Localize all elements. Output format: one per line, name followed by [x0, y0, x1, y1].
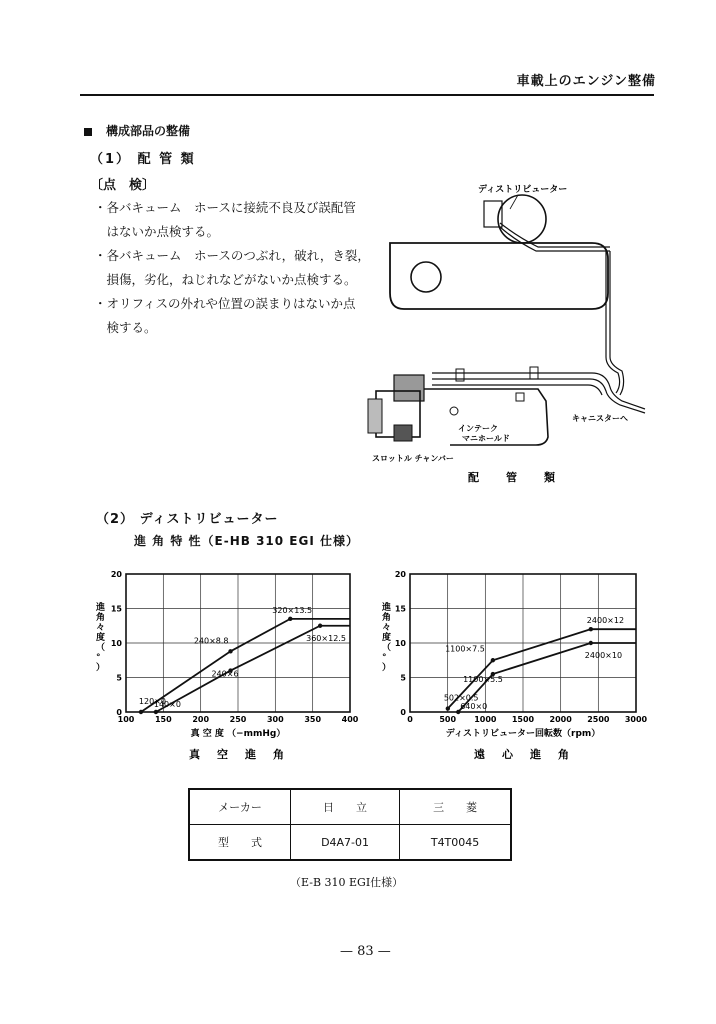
data-point	[288, 617, 292, 621]
rocker-cover	[390, 243, 608, 309]
x-tick-label: 2000	[549, 715, 572, 724]
data-label: 240×6	[211, 669, 239, 679]
spec-note: （E-B 310 EGI仕様）	[290, 876, 404, 889]
data-point	[589, 641, 593, 645]
table-row	[189, 789, 511, 825]
label-distributor: ディストリビューター	[478, 185, 568, 195]
data-point	[589, 627, 593, 631]
x-tick-label: 3000	[624, 715, 648, 724]
table-cell: 三 菱	[400, 789, 511, 825]
data-label: 1100×5.5	[463, 675, 503, 685]
inspection-line: 損傷，劣化，ねじれなどがないか点検する。	[94, 272, 357, 287]
data-label: 240×8.8	[193, 636, 229, 646]
table-row	[189, 825, 511, 861]
x-tick-label: 500	[439, 715, 457, 724]
section-title-text: 構成部品の整備	[106, 124, 191, 138]
y-tick-label: 15	[110, 604, 122, 614]
table-cell: T4T0045	[400, 825, 511, 861]
label-throttle: スロットル チャンバー	[372, 454, 454, 463]
x-tick-label: 250	[229, 715, 247, 724]
data-label: 320×13.5	[272, 605, 313, 615]
table-cell: D4A7-01	[290, 825, 399, 861]
data-label: 2400×12	[586, 616, 625, 626]
table-cell: 日 立	[290, 789, 399, 825]
x-tick-label: 100	[117, 715, 135, 724]
inspection-line: ・オリフィスの外れや位置の誤まりはないか点	[94, 296, 356, 311]
chart-title: 真 空 進 角	[189, 748, 287, 761]
x-tick-label: 350	[304, 715, 322, 724]
spec-table	[188, 788, 512, 861]
data-point	[446, 706, 450, 710]
y-axis-label-char: 々	[96, 623, 106, 633]
y-axis-label-char: °	[96, 653, 101, 663]
x-tick-label: 150	[154, 715, 172, 724]
data-label: 360×12.5	[306, 633, 346, 643]
y-tick-label: 0	[116, 708, 122, 717]
y-tick-label: 20	[394, 570, 406, 579]
data-point	[154, 710, 158, 714]
data-label: 2400×10	[584, 651, 623, 660]
advance-subheading: 進 角 特 性（E-HB 310 EGI 仕様）	[134, 534, 359, 548]
label-intake: インテーク	[458, 424, 498, 433]
data-point	[139, 710, 143, 714]
y-tick-label: 5	[400, 673, 406, 683]
y-axis-label-char: ）	[382, 663, 392, 673]
x-tick-label: 0	[407, 715, 413, 724]
y-axis-label-char: ）	[96, 663, 106, 673]
distributor-cap	[498, 195, 546, 243]
label-canister: キャニスターへ	[572, 414, 628, 423]
data-label: 1100×7.5	[445, 644, 485, 654]
piping-diagram	[360, 175, 660, 495]
y-axis-label-char: （	[96, 643, 106, 653]
inspection-line: ・各バキューム ホースに接続不良及び誤配管	[94, 200, 356, 215]
y-axis-label-char: 角	[382, 613, 392, 623]
chart-grid	[126, 574, 350, 712]
y-axis-label-char: （	[382, 643, 392, 653]
running-header: 車載上のエンジン整備	[516, 74, 656, 89]
y-axis-label-char: 度	[382, 633, 392, 643]
data-label: 502×0.5	[443, 693, 479, 703]
chart-title: 遠 心 進 角	[474, 748, 572, 761]
y-axis-label-char: °	[382, 653, 387, 663]
y-tick-label: 10	[110, 639, 122, 648]
section-title	[84, 122, 190, 139]
piping-heading: （1） 配 管 類	[90, 152, 196, 167]
chart-annotations	[139, 606, 346, 709]
y-axis-label-char: 角	[96, 613, 106, 623]
x-axis-label: 真 空 度 （−mmHg）	[190, 729, 286, 739]
inspection-heading: 〔点 検〕	[90, 178, 156, 193]
data-point	[491, 658, 495, 662]
x-tick-label: 400	[341, 715, 359, 724]
y-tick-label: 5	[116, 673, 122, 683]
centrifugal-advance-chart	[374, 566, 664, 772]
piping-caption: 配 管 類	[468, 471, 563, 484]
x-tick-label: 200	[192, 715, 210, 724]
page-number: — 83 —	[340, 944, 391, 959]
inspection-line: ・各バキューム ホースのつぶれ，破れ，き裂，	[94, 248, 370, 263]
y-axis-label-char: 度	[96, 633, 106, 643]
distributor-heading: （2） ディストリビューター	[96, 512, 279, 527]
chart-ticks	[395, 570, 648, 724]
inspection-line: 検する。	[94, 320, 157, 335]
y-axis-label-char: 進	[382, 603, 392, 613]
vacuum-advance-chart	[88, 566, 378, 772]
table-cell: 型 式	[189, 825, 290, 861]
data-label: 640×0	[460, 702, 488, 711]
inspection-line: はないか点検する。	[94, 224, 220, 239]
x-tick-label: 300	[266, 715, 284, 724]
x-tick-label: 2500	[587, 715, 610, 724]
y-axis-label-char: 進	[96, 603, 106, 613]
y-axis-label	[95, 601, 105, 673]
y-tick-label: 20	[110, 570, 122, 579]
data-point	[228, 649, 232, 653]
chart-annotations	[444, 616, 624, 711]
x-tick-label: 1500	[511, 715, 535, 724]
data-label: 120×0	[138, 697, 166, 706]
data-label: 140×0	[153, 700, 181, 709]
data-point	[318, 624, 322, 628]
y-tick-label: 10	[394, 639, 406, 648]
y-tick-label: 0	[400, 708, 406, 717]
y-tick-label: 15	[394, 604, 406, 614]
inspection-list	[94, 196, 370, 340]
header-rule	[80, 94, 654, 96]
x-tick-label: 1000	[474, 715, 497, 724]
oil-filler-cap	[411, 262, 441, 292]
y-axis-label-char: 々	[382, 623, 392, 633]
y-axis-label	[381, 601, 391, 673]
table-cell: メーカー	[189, 789, 290, 825]
label-manifold: マニホールド	[462, 434, 510, 443]
square-bullet-icon	[84, 128, 92, 136]
x-axis-label: ディストリビューター回転数（rpm）	[445, 729, 601, 739]
